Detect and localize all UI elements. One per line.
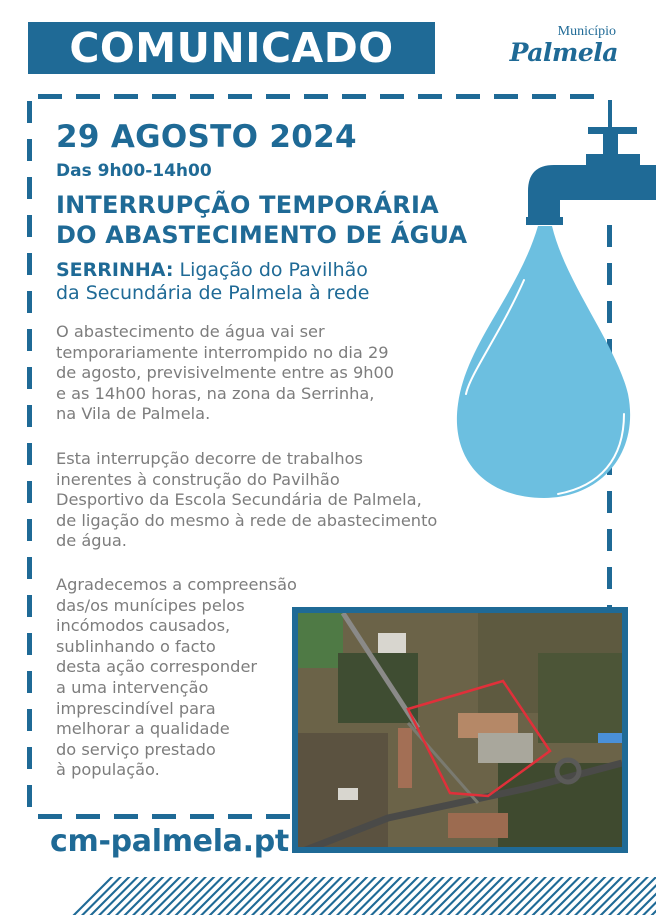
paragraph-line: Agradecemos a compreensão	[56, 575, 297, 594]
logo-palmela-text: Palmela	[509, 38, 618, 67]
paragraph-line: de ligação do mesmo à rede de abastecimento	[56, 510, 438, 530]
paragraph-line: a uma intervenção	[56, 677, 209, 697]
paragraph-line: imprescindível para	[56, 698, 216, 718]
paragraph-line: sublinhando o facto	[56, 636, 216, 656]
paragraph-line: de água.	[56, 531, 127, 551]
paragraph-2	[56, 449, 496, 552]
notice-location	[56, 259, 436, 305]
paragraph-line: do serviço prestado	[56, 739, 216, 759]
frame-top-border	[38, 94, 608, 99]
paragraph-line: incómodos causados,	[56, 616, 231, 636]
paragraph-line: inerentes à construção do Pavilhão	[56, 469, 340, 489]
frame-bottom-border	[38, 814, 294, 819]
aerial-map-image	[292, 607, 628, 853]
paragraph-line: e as 14h00 horas, na zona da Serrinha,	[56, 383, 375, 403]
paragraph-line: temporariamente interrompido no dia 29	[56, 342, 389, 362]
map-graphic	[298, 613, 622, 847]
notice-title-line1: INTERRUPÇÃO TEMPORÁRIA	[56, 191, 439, 219]
paragraph-line: à população.	[56, 760, 160, 780]
banner-title: COMUNICADO	[69, 24, 394, 72]
paragraph-line: melhorar a qualidade	[56, 719, 230, 739]
municipio-palmela-logo	[478, 24, 618, 70]
paragraph-line: na Vila de Palmela.	[56, 404, 211, 424]
paragraph-line: Desportivo da Escola Secundária de Palmela,	[56, 490, 422, 510]
notice-hours: Das 9h00-14h00	[56, 161, 212, 181]
paragraph-line: desta ação corresponder	[56, 657, 258, 677]
logo-municipio-text: Município	[557, 24, 616, 39]
location-text-line2: da Secundária de Palmela à rede	[56, 282, 370, 304]
website-link[interactable]: cm-palmela.pt	[50, 824, 289, 859]
paragraph-1	[56, 322, 456, 425]
notice-date: 29 AGOSTO 2024	[56, 119, 357, 155]
paragraph-line: das/os munícipes pelos	[56, 595, 245, 615]
paragraph-line: O abastecimento de água vai ser	[56, 322, 325, 341]
location-text-line1: Ligação do Pavilhão	[173, 259, 368, 281]
frame-left-border	[27, 101, 32, 816]
diagonal-stripes-decoration	[0, 877, 656, 915]
paragraph-line: de agosto, previsivelmente entre as 9h00	[56, 363, 395, 383]
location-label: SERRINHA:	[56, 259, 174, 281]
paragraph-line: Esta interrupção decorre de trabalhos	[56, 449, 363, 468]
notice-title-line2: DO ABASTECIMENTO DE ÁGUA	[56, 221, 468, 249]
notice-title	[56, 190, 526, 250]
comunicado-banner	[28, 22, 435, 74]
